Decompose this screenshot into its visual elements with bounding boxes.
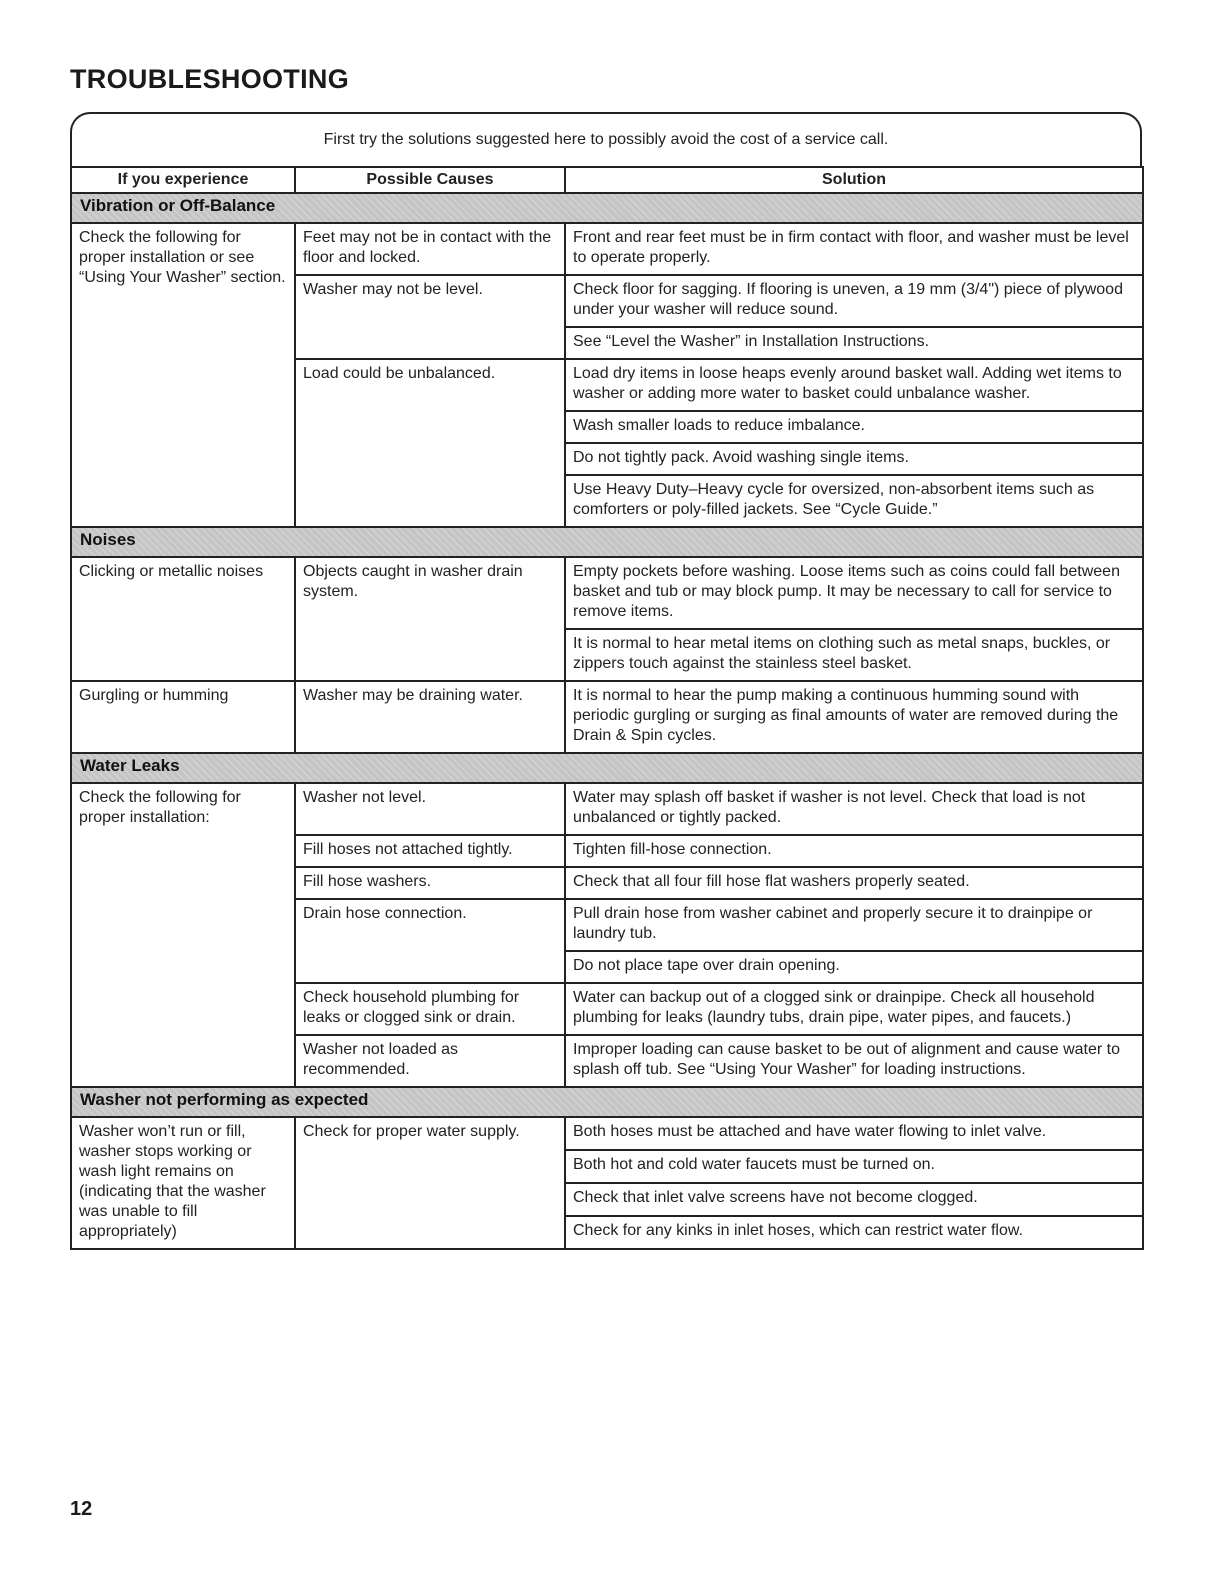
page-title: TROUBLESHOOTING <box>70 64 349 94</box>
symptom-cell: Check the following for proper installation: <box>71 783 295 1087</box>
solution-cell: Empty pockets before washing. Loose items such as coins could fall between basket and tub or may block pump. It may be necessary to call for service to remove items. <box>565 557 1143 629</box>
solution-cell: Both hoses must be attached and have water flowing to inlet valve. <box>565 1117 1143 1150</box>
solution-cell: Tighten fill-hose connection. <box>565 835 1143 867</box>
solution-cell: Water may splash off basket if washer is not level. Check that load is not unbalanced or tightly packed. <box>565 783 1143 835</box>
cause-cell: Washer may be draining water. <box>295 681 565 753</box>
symptom-cell: Clicking or metallic noises <box>71 557 295 681</box>
header-possible-causes: Possible Causes <box>295 167 565 193</box>
table-row <box>71 783 1143 835</box>
solution-cell: It is normal to hear metal items on clothing such as metal snaps, buckles, or zippers touch against the stainless steel basket. <box>565 629 1143 681</box>
cause-cell: Load could be unbalanced. <box>295 359 565 527</box>
solution-cell: Do not place tape over drain opening. <box>565 951 1143 983</box>
section-title: Noises <box>71 527 1143 557</box>
solution-cell: Load dry items in loose heaps evenly around basket wall. Adding wet items to washer or adding more water to basket could unbalance washer. <box>565 359 1143 411</box>
solution-cell: See “Level the Washer” in Installation Instructions. <box>565 327 1143 359</box>
cause-cell: Washer not loaded as recommended. <box>295 1035 565 1087</box>
symptom-cell: Washer won’t run or fill, washer stops working or wash light remains on (indicating that the washer was unable to fill appropriately) <box>71 1117 295 1249</box>
solution-cell: Improper loading can cause basket to be out of alignment and cause water to splash off tub. See “Using Your Washer” for loading instructions. <box>565 1035 1143 1087</box>
solution-cell: Water can backup out of a clogged sink or drainpipe. Check all household plumbing for leaks (laundry tubs, drain pipe, water pipes, and faucets.) <box>565 983 1143 1035</box>
cause-cell: Feet may not be in contact with the floor and locked. <box>295 223 565 275</box>
section-title: Vibration or Off-Balance <box>71 193 1143 223</box>
page-number: 12 <box>70 1498 93 1520</box>
section-header-row <box>71 527 1143 557</box>
cause-cell: Drain hose connection. <box>295 899 565 983</box>
header-if-you-experience: If you experience <box>71 167 295 193</box>
section-header-row <box>71 753 1143 783</box>
solution-cell: Do not tightly pack. Avoid washing single items. <box>565 443 1143 475</box>
symptom-cell: Gurgling or humming <box>71 681 295 753</box>
cause-cell: Objects caught in washer drain system. <box>295 557 565 681</box>
solution-cell: Pull drain hose from washer cabinet and properly secure it to drainpipe or laundry tub. <box>565 899 1143 951</box>
solution-cell: Check floor for sagging. If flooring is uneven, a 19 mm (3/4") piece of plywood under your washer will reduce sound. <box>565 275 1143 327</box>
table-header-row <box>71 167 1143 193</box>
cause-cell: Fill hoses not attached tightly. <box>295 835 565 867</box>
table-row <box>71 1117 1143 1150</box>
cause-cell: Check for proper water supply. <box>295 1117 565 1249</box>
solution-cell: Wash smaller loads to reduce imbalance. <box>565 411 1143 443</box>
solution-cell: Check for any kinks in inlet hoses, which can restrict water flow. <box>565 1216 1143 1249</box>
table-body <box>71 193 1143 1249</box>
solution-cell: Check that all four fill hose flat washers properly seated. <box>565 867 1143 899</box>
solution-cell: Both hot and cold water faucets must be turned on. <box>565 1150 1143 1183</box>
solution-cell: Check that inlet valve screens have not become clogged. <box>565 1183 1143 1216</box>
cause-cell: Washer may not be level. <box>295 275 565 359</box>
section-title: Water Leaks <box>71 753 1143 783</box>
cause-cell: Washer not level. <box>295 783 565 835</box>
cause-cell: Fill hose washers. <box>295 867 565 899</box>
header-solution: Solution <box>565 167 1143 193</box>
intro-text: First try the solutions suggested here to possibly avoid the cost of a service call. <box>323 131 889 148</box>
symptom-cell: Check the following for proper installation or see “Using Your Washer” section. <box>71 223 295 527</box>
section-title: Washer not performing as expected <box>71 1087 1143 1117</box>
solution-cell: Front and rear feet must be in firm contact with floor, and washer must be level to operate properly. <box>565 223 1143 275</box>
section-header-row <box>71 193 1143 223</box>
solution-cell: It is normal to hear the pump making a continuous humming sound with periodic gurgling or surging as final amounts of water are removed during the Drain & Spin cycles. <box>565 681 1143 753</box>
table-row <box>71 681 1143 753</box>
cause-cell: Check household plumbing for leaks or clogged sink or drain. <box>295 983 565 1035</box>
section-header-row <box>71 1087 1143 1117</box>
troubleshooting-table <box>70 166 1144 1250</box>
table-row <box>71 223 1143 275</box>
table-row <box>71 557 1143 629</box>
solution-cell: Use Heavy Duty–Heavy cycle for oversized, non-absorbent items such as comforters or poly-filled jackets. See “Cycle Guide.” <box>565 475 1143 527</box>
